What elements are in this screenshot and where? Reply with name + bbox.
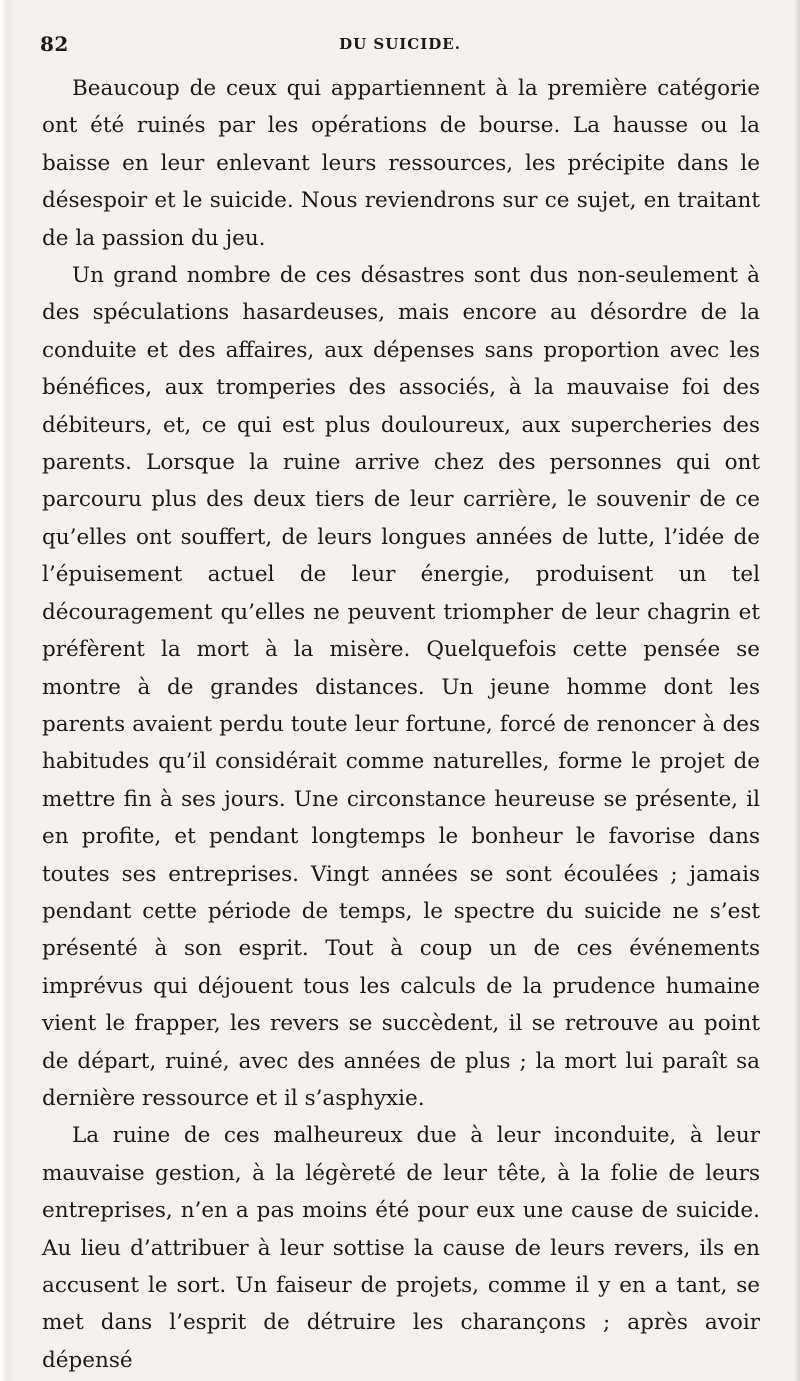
paragraph-3: La ruine de ces malheureux due à leur inconduite, à leur mauvaise gestion, à la légèreté de leur tête, à la folie de leurs entreprises, n’en a pas moins été pour eux une cause de suicide. Au lieu d’attribuer à leur sottise la cause de leurs revers, ils en accusent le sort. Un faiseur de projets, comme il y en a tant, se met dans l’esprit de détruire les charançons ; après avoir dépensé: [42, 1123, 760, 1373]
page-edge: [794, 0, 800, 1381]
paragraph-1: Beaucoup de ceux qui appartiennent à la première catégorie ont été ruinés par les opérations de bourse. La hausse ou la baisse en leur enlevant leurs ressources, les précipite dans le désespoir et le suicide. Nous reviendrons sur ce sujet, en traitant de la passion du jeu.: [42, 76, 760, 251]
paragraph-2: Un grand nombre de ces désastres sont dus non-seulement à des spéculations hasardeuses, mais encore au désordre de la conduite et des affaires, aux dépenses sans proportion avec les bénéfices, aux tromperies des associés, à la mauvaise foi des débiteurs, et, ce qui est plus douloureux, aux supercheries des parents. Lorsque la ruine arrive chez des personnes qui ont parcouru plus des deux tiers de leur carrière, le souvenir de ce qu’elles ont souffert, de leurs longues années de lutte, l’idée de l’épuisement actuel de leur énergie, produisent un tel découragement qu’elles ne peuvent triompher de leur chagrin et préfèrent la mort à la misère. Quelquefois cette pensée se montre à de grandes distances. Un jeune homme dont les parents avaient perdu toute leur fortune, forcé de renoncer à des habitudes qu’il considérait comme naturelles, forme le projet de mettre fin à ses jours. Une circonstance heureuse se présente, il en profite, et pendant longtemps le bonheur le favorise dans toutes ses entreprises. Vingt années se sont écoulées ; jamais pendant cette période de temps, le spectre du suicide ne s’est présenté à son esprit. Tout à coup un de ces événements imprévus qui déjouent tous les calculs de la prudence humaine vient le frapper, les revers se succèdent, il se retrouve au point de départ, ruiné, avec des années de plus ; la mort lui paraît sa dernière ressource et il s’asphyxie.: [42, 263, 760, 1111]
page-header: [40, 32, 760, 62]
page-number: 82: [40, 32, 69, 56]
body-text: [42, 70, 760, 1379]
running-head: DU SUICIDE.: [339, 35, 461, 53]
page-gutter: [0, 0, 14, 1381]
